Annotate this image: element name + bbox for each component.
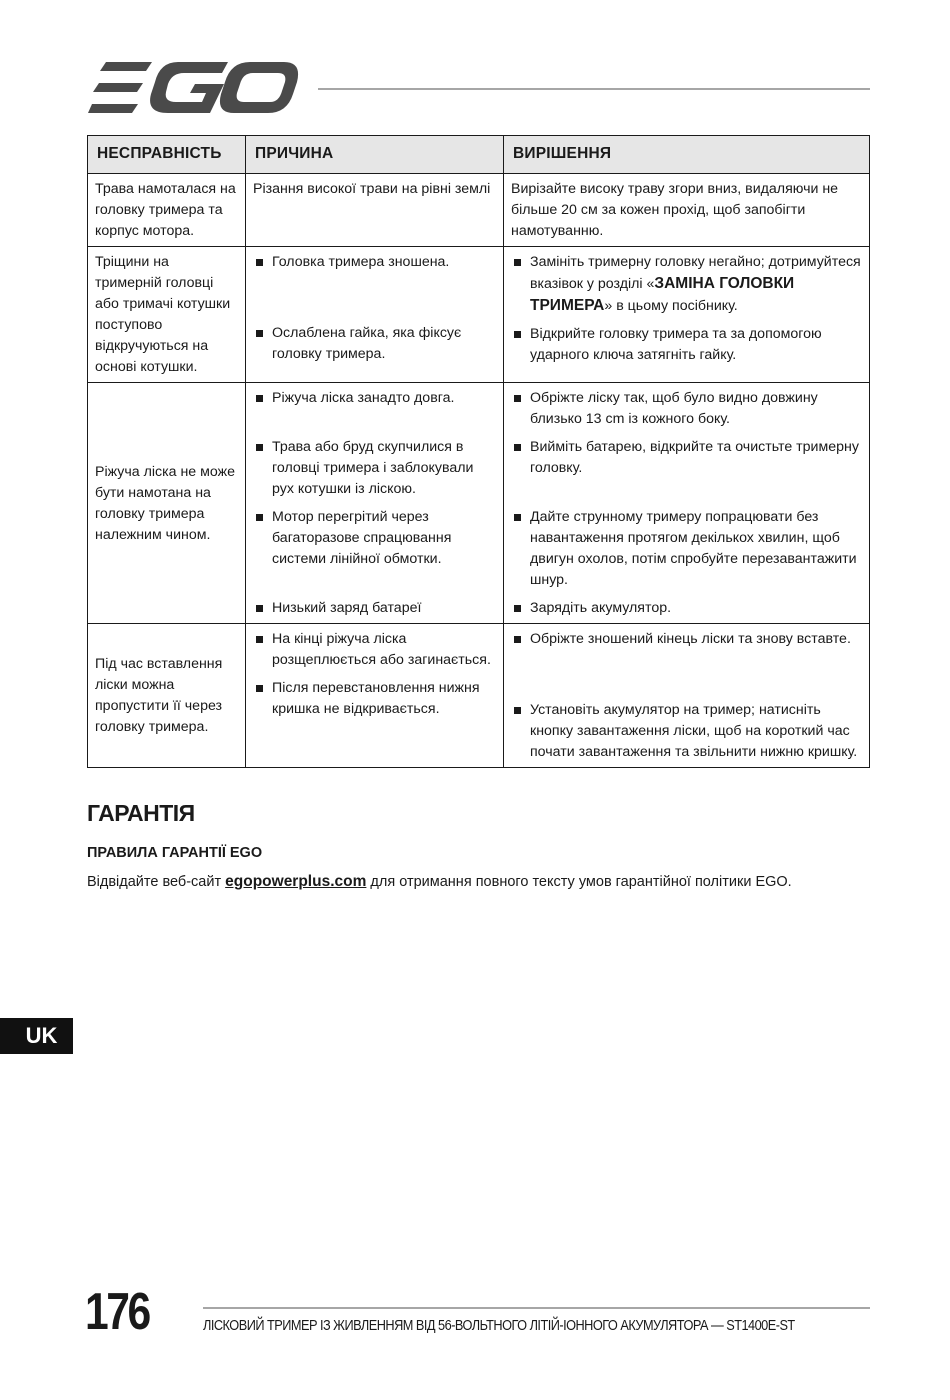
page-number: 176 xyxy=(85,1283,149,1341)
warranty-paragraph: Відвідайте веб-сайт egopowerplus.com для отримання повного тексту умов гарантійної політики EGO. xyxy=(87,873,792,890)
solution-cell: Вирізайте високу траву згори вниз, видаляючи не більше 20 см за кожен прохід, щоб запобігти намотуванню. xyxy=(504,174,870,247)
cause-cell: Різання високої трави на рівні землі xyxy=(246,174,504,247)
list-item: Відкрийте головку тримера та за допомогою ударного ключа затягніть гайку. xyxy=(511,324,862,366)
list-item: Мотор перегрітий через багаторазове спрацювання системи лінійної обмотки. xyxy=(253,507,496,570)
fault-cell: Ріжуча ліска не може бути намотана на головку тримера належним чином. xyxy=(88,383,246,624)
list-item: Після перевстановлення нижня кришка не відкривається. xyxy=(253,678,496,720)
website-link[interactable]: egopowerplus.com xyxy=(225,873,367,890)
list-item: Дайте струнному тримеру попрацювати без навантаження протягом декількох хвилин, щоб двигун охолов, потім спробуйте перезавантажити шнур. xyxy=(511,507,862,591)
list-item: Зарядіть акумулятор. xyxy=(511,598,862,619)
fault-cell: Тріщини на тримерній головці або тримачі котушки поступово відкручуються на основі котушки. xyxy=(88,247,246,383)
list-item: Замініть тримерну головку негайно; дотримуйтеся вказівок у розділі «ЗАМІНА ГОЛОВКИ ТРИМЕРА» в цьому посібнику. xyxy=(511,252,862,317)
header-fault: НЕСПРАВНІСТЬ xyxy=(88,136,246,174)
footer-text: ЛІСКОВИЙ ТРИМЕР ІЗ ЖИВЛЕННЯМ ВІД 56-ВОЛЬТНОГО ЛІТІЙ-ІОННОГО АКУМУЛЯТОРА — ST1400E-ST xyxy=(203,1318,795,1334)
header-solution: ВИРІШЕННЯ xyxy=(504,136,870,174)
header-cause: ПРИЧИНА xyxy=(246,136,504,174)
list-item: Обріжте ліску так, щоб було видно довжину близько 13 cm із кожного боку. xyxy=(511,388,862,430)
section-title: ГАРАНТІЯ xyxy=(87,800,195,826)
cause-cell xyxy=(246,383,504,624)
list-item: Ослаблена гайка, яка фіксує головку тримера. xyxy=(253,323,496,365)
list-item: Низький заряд батареї xyxy=(253,598,496,619)
section-subtitle: ПРАВИЛА ГАРАНТІЇ EGO xyxy=(87,845,263,861)
table-header-row xyxy=(88,136,870,174)
section-reference: ЗАМІНА ГОЛОВКИ ТРИМЕРА xyxy=(530,275,795,314)
table-row xyxy=(88,247,870,383)
header-rule xyxy=(318,88,870,90)
footer-rule xyxy=(203,1307,870,1309)
table-row xyxy=(88,624,870,768)
cause-cell xyxy=(246,624,504,768)
list-item: Установіть акумулятор на тример; натисніть кнопку завантаження ліски, щоб на короткий час почати завантаження та звільнити нижню кришку. xyxy=(511,700,862,763)
table-row xyxy=(88,174,870,247)
fault-cell: Під час вставлення ліски можна пропустити її через головку тримера. xyxy=(88,624,246,768)
solution-cell xyxy=(504,624,870,768)
list-item: Обріжте зношений кінець ліски та знову вставте. xyxy=(511,629,862,650)
ego-logo xyxy=(88,62,300,114)
table-row xyxy=(88,383,870,624)
troubleshooting-table xyxy=(87,135,870,768)
list-item: Ріжуча ліска занадто довга. xyxy=(253,388,496,409)
solution-cell xyxy=(504,383,870,624)
list-item: На кінці ріжуча ліска розщеплюється або загинається. xyxy=(253,629,496,671)
language-tab: UK xyxy=(0,1018,73,1054)
solution-cell xyxy=(504,247,870,383)
list-item: Головка тримера зношена. xyxy=(253,252,496,273)
list-item: Вийміть батарею, відкрийте та очистьте тримерну головку. xyxy=(511,437,862,479)
fault-cell: Трава намоталася на головку тримера та корпус мотора. xyxy=(88,174,246,247)
list-item: Трава або бруд скупчилися в головці тримера і заблокували рух котушки із ліскою. xyxy=(253,437,496,500)
cause-cell xyxy=(246,247,504,383)
